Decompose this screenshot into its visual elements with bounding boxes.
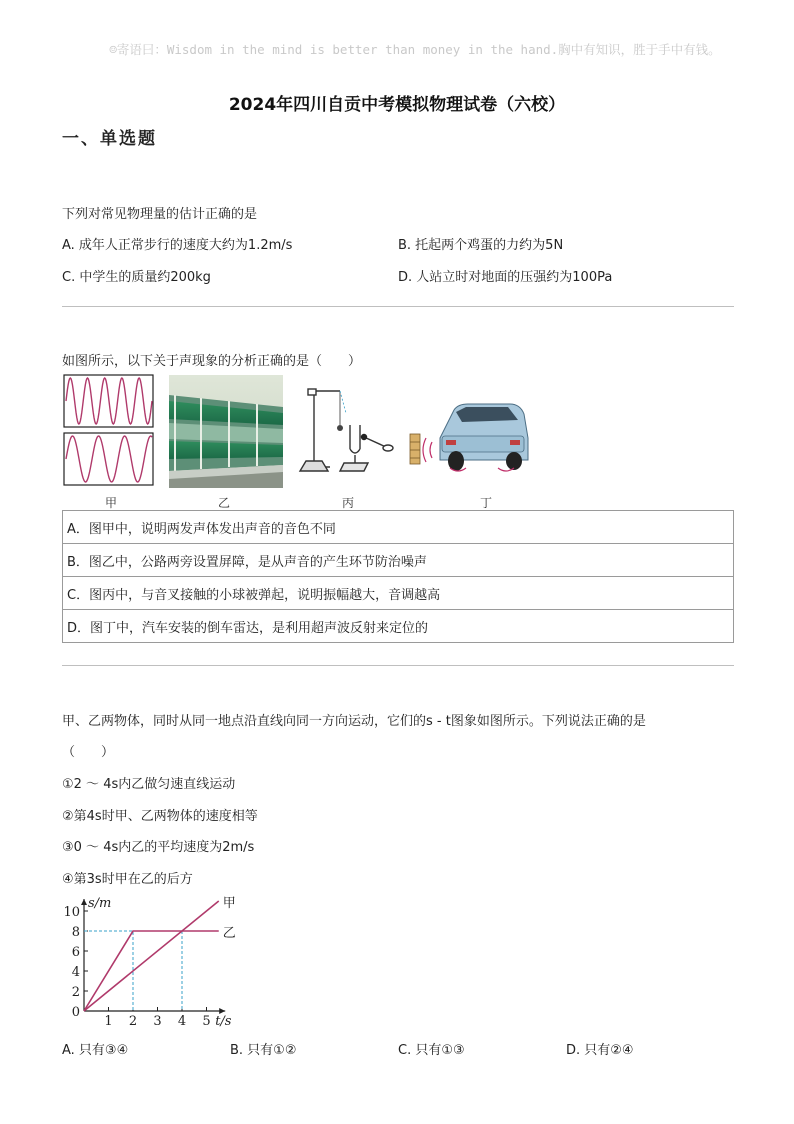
caption-yi: 乙 [218, 496, 231, 510]
series-label-jia: 甲 [222, 896, 236, 911]
y-axis-arrow [81, 899, 87, 905]
y-tick-label: 6 [71, 945, 80, 960]
q2-option-c[interactable]: C．图丙中，与音叉接触的小球被弹起，说明振幅越大，音调越高 [63, 577, 734, 610]
series-line-yi [84, 931, 219, 1011]
divider [62, 306, 734, 307]
q1-option-a[interactable]: A. 成年人正常步行的速度大约为1.2m/s [62, 238, 293, 253]
q3-option-a[interactable]: A. 只有③④ [62, 1043, 129, 1058]
q1-option-c[interactable]: C. 中学生的质量约200kg [62, 270, 211, 285]
section-heading: 一、单选题 [62, 129, 157, 149]
y-tick-label: 0 [71, 1005, 80, 1020]
y-tick-label: 2 [71, 985, 80, 1000]
x-axis-label: t/s [215, 1014, 232, 1029]
x-tick-label: 3 [153, 1014, 162, 1029]
q3-statement-1: ①2 ～ 4s内乙做匀速直线运动 [62, 777, 236, 792]
q3-stem-line1: 甲、乙两物体，同时从同一地点沿直线向同一方向运动，它们的s - t图象如图所示。下列说法正确的是 [62, 714, 646, 729]
q2-option-a[interactable]: A．图甲中，说明两发声体发出声音的音色不同 [63, 511, 734, 544]
y-tick-label: 10 [63, 905, 80, 920]
q2-stem: 如图所示，以下关于声现象的分析正确的是（ ） [62, 354, 362, 369]
q3-statement-3: ③0 ～ 4s内乙的平均速度为2m/s [62, 840, 255, 855]
q3-statement-2: ②第4s时甲、乙两物体的速度相等 [62, 809, 258, 824]
figure-bing-tuning-fork [294, 385, 398, 477]
q2-option-b[interactable]: B．图乙中，公路两旁设置屏障，是从声音的产生环节防治噪声 [63, 544, 734, 577]
caption-jia: 甲 [105, 496, 118, 510]
q1-option-d[interactable]: D. 人站立时对地面的压强约为100Pa [398, 270, 613, 285]
x-tick-label: 5 [202, 1014, 211, 1029]
x-tick-label: 2 [128, 1014, 138, 1029]
watermark: ☺寄语曰：Wisdom in the mind is better than money in the hand.胸中有知识，胜于手中有钱。 [109, 42, 721, 57]
x-tick-label: 4 [177, 1014, 187, 1029]
figure-jia-waveforms [63, 374, 155, 488]
q3-option-d[interactable]: D. 只有②④ [566, 1043, 634, 1058]
q3-statement-4: ④第3s时甲在乙的后方 [62, 872, 193, 887]
q1-stem: 下列对常见物理量的估计正确的是 [62, 207, 258, 222]
caption-bing: 丙 [342, 496, 355, 510]
y-tick-label: 4 [71, 965, 80, 980]
series-label-yi: 乙 [222, 926, 236, 941]
caption-ding: 丁 [480, 496, 493, 510]
y-axis-label: s/m [88, 896, 112, 911]
divider [62, 665, 734, 666]
x-tick-label: 1 [104, 1014, 113, 1029]
q2-options-table [62, 510, 734, 643]
q3-stem-line2: （ ） [62, 745, 115, 760]
figure-ding-reversing-radar [402, 398, 530, 478]
figure-yi-noise-barrier [169, 375, 283, 488]
q3-option-c[interactable]: C. 只有①③ [398, 1043, 465, 1058]
page-title: 2024年四川自贡中考模拟物理试卷（六校） [228, 95, 566, 115]
q2-option-d[interactable]: D．图丁中，汽车安装的倒车雷达，是利用超声波反射来定位的 [63, 610, 734, 643]
series-line-jia [84, 901, 219, 1011]
s-t-chart [60, 893, 250, 1033]
q1-option-b[interactable]: B. 托起两个鸡蛋的力约为5N [398, 238, 564, 253]
y-tick-label: 8 [71, 925, 80, 940]
q3-option-b[interactable]: B. 只有①② [230, 1043, 297, 1058]
